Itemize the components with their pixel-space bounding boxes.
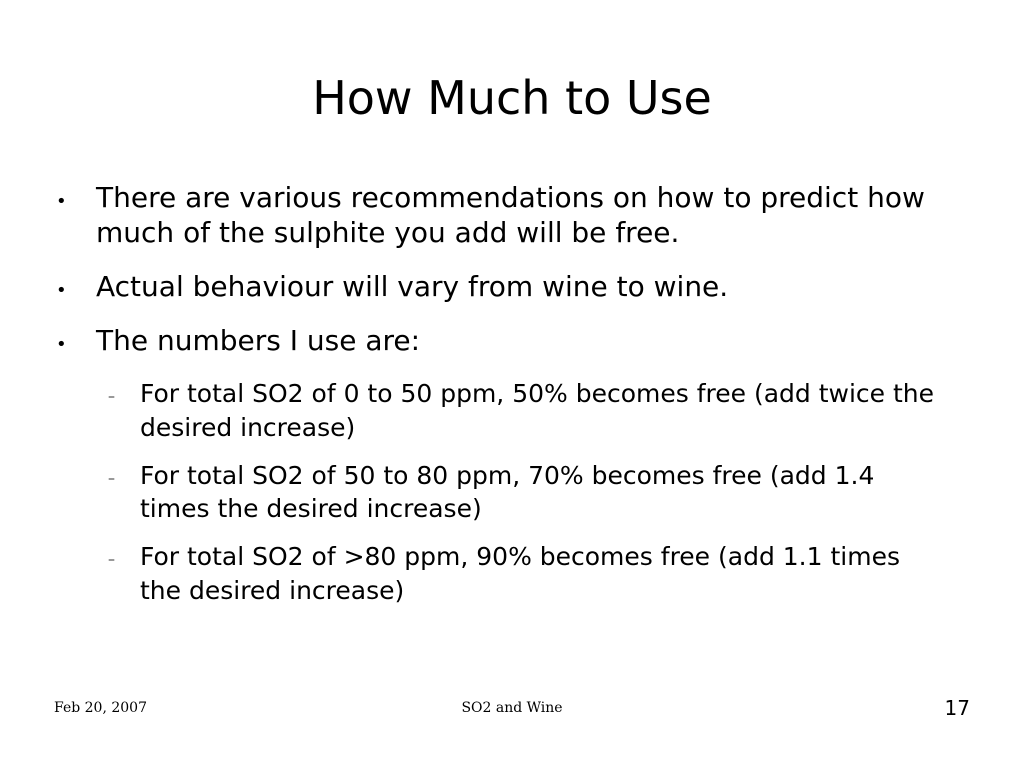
sub-bullet-item [56, 540, 936, 608]
sub-bullet-text: For total SO2 of 50 to 80 ppm, 70% becomes free (add 1.4 times the desired increase) [140, 460, 875, 524]
bullet-text: There are various recommendations on how to predict how much of the sulphite you add will be free. [96, 181, 925, 249]
bullet-item [56, 269, 976, 304]
sub-bullet-text: For total SO2 of >80 ppm, 90% becomes free (add 1.1 times the desired increase) [140, 542, 900, 605]
footer-topic: SO2 and Wine [461, 700, 563, 716]
bullet-item [56, 180, 976, 250]
sub-bullet-item [56, 377, 936, 445]
slide-number: 17 [944, 696, 970, 720]
sub-bullet-text: For total SO2 of 0 to 50 ppm, 50% becomes free (add twice the desired increase) [140, 379, 935, 442]
footer-date: Feb 20, 2007 [54, 700, 147, 716]
sub-bullet-item [56, 459, 936, 527]
bullet-text: The numbers I use are: [96, 324, 421, 357]
bullet-list [56, 180, 976, 627]
bullet-text: Actual behaviour will vary from wine to wine. [96, 270, 729, 303]
bullet-marker: • [56, 334, 67, 355]
slide-title: How Much to Use [312, 71, 712, 125]
sub-bullet-list [56, 377, 936, 608]
bullet-marker: • [56, 280, 67, 301]
sub-bullet-marker: – [108, 552, 115, 568]
bullet-marker: • [56, 191, 67, 212]
bullet-item [56, 323, 976, 608]
sub-bullet-marker: – [108, 470, 115, 487]
sub-bullet-marker: – [108, 389, 115, 405]
